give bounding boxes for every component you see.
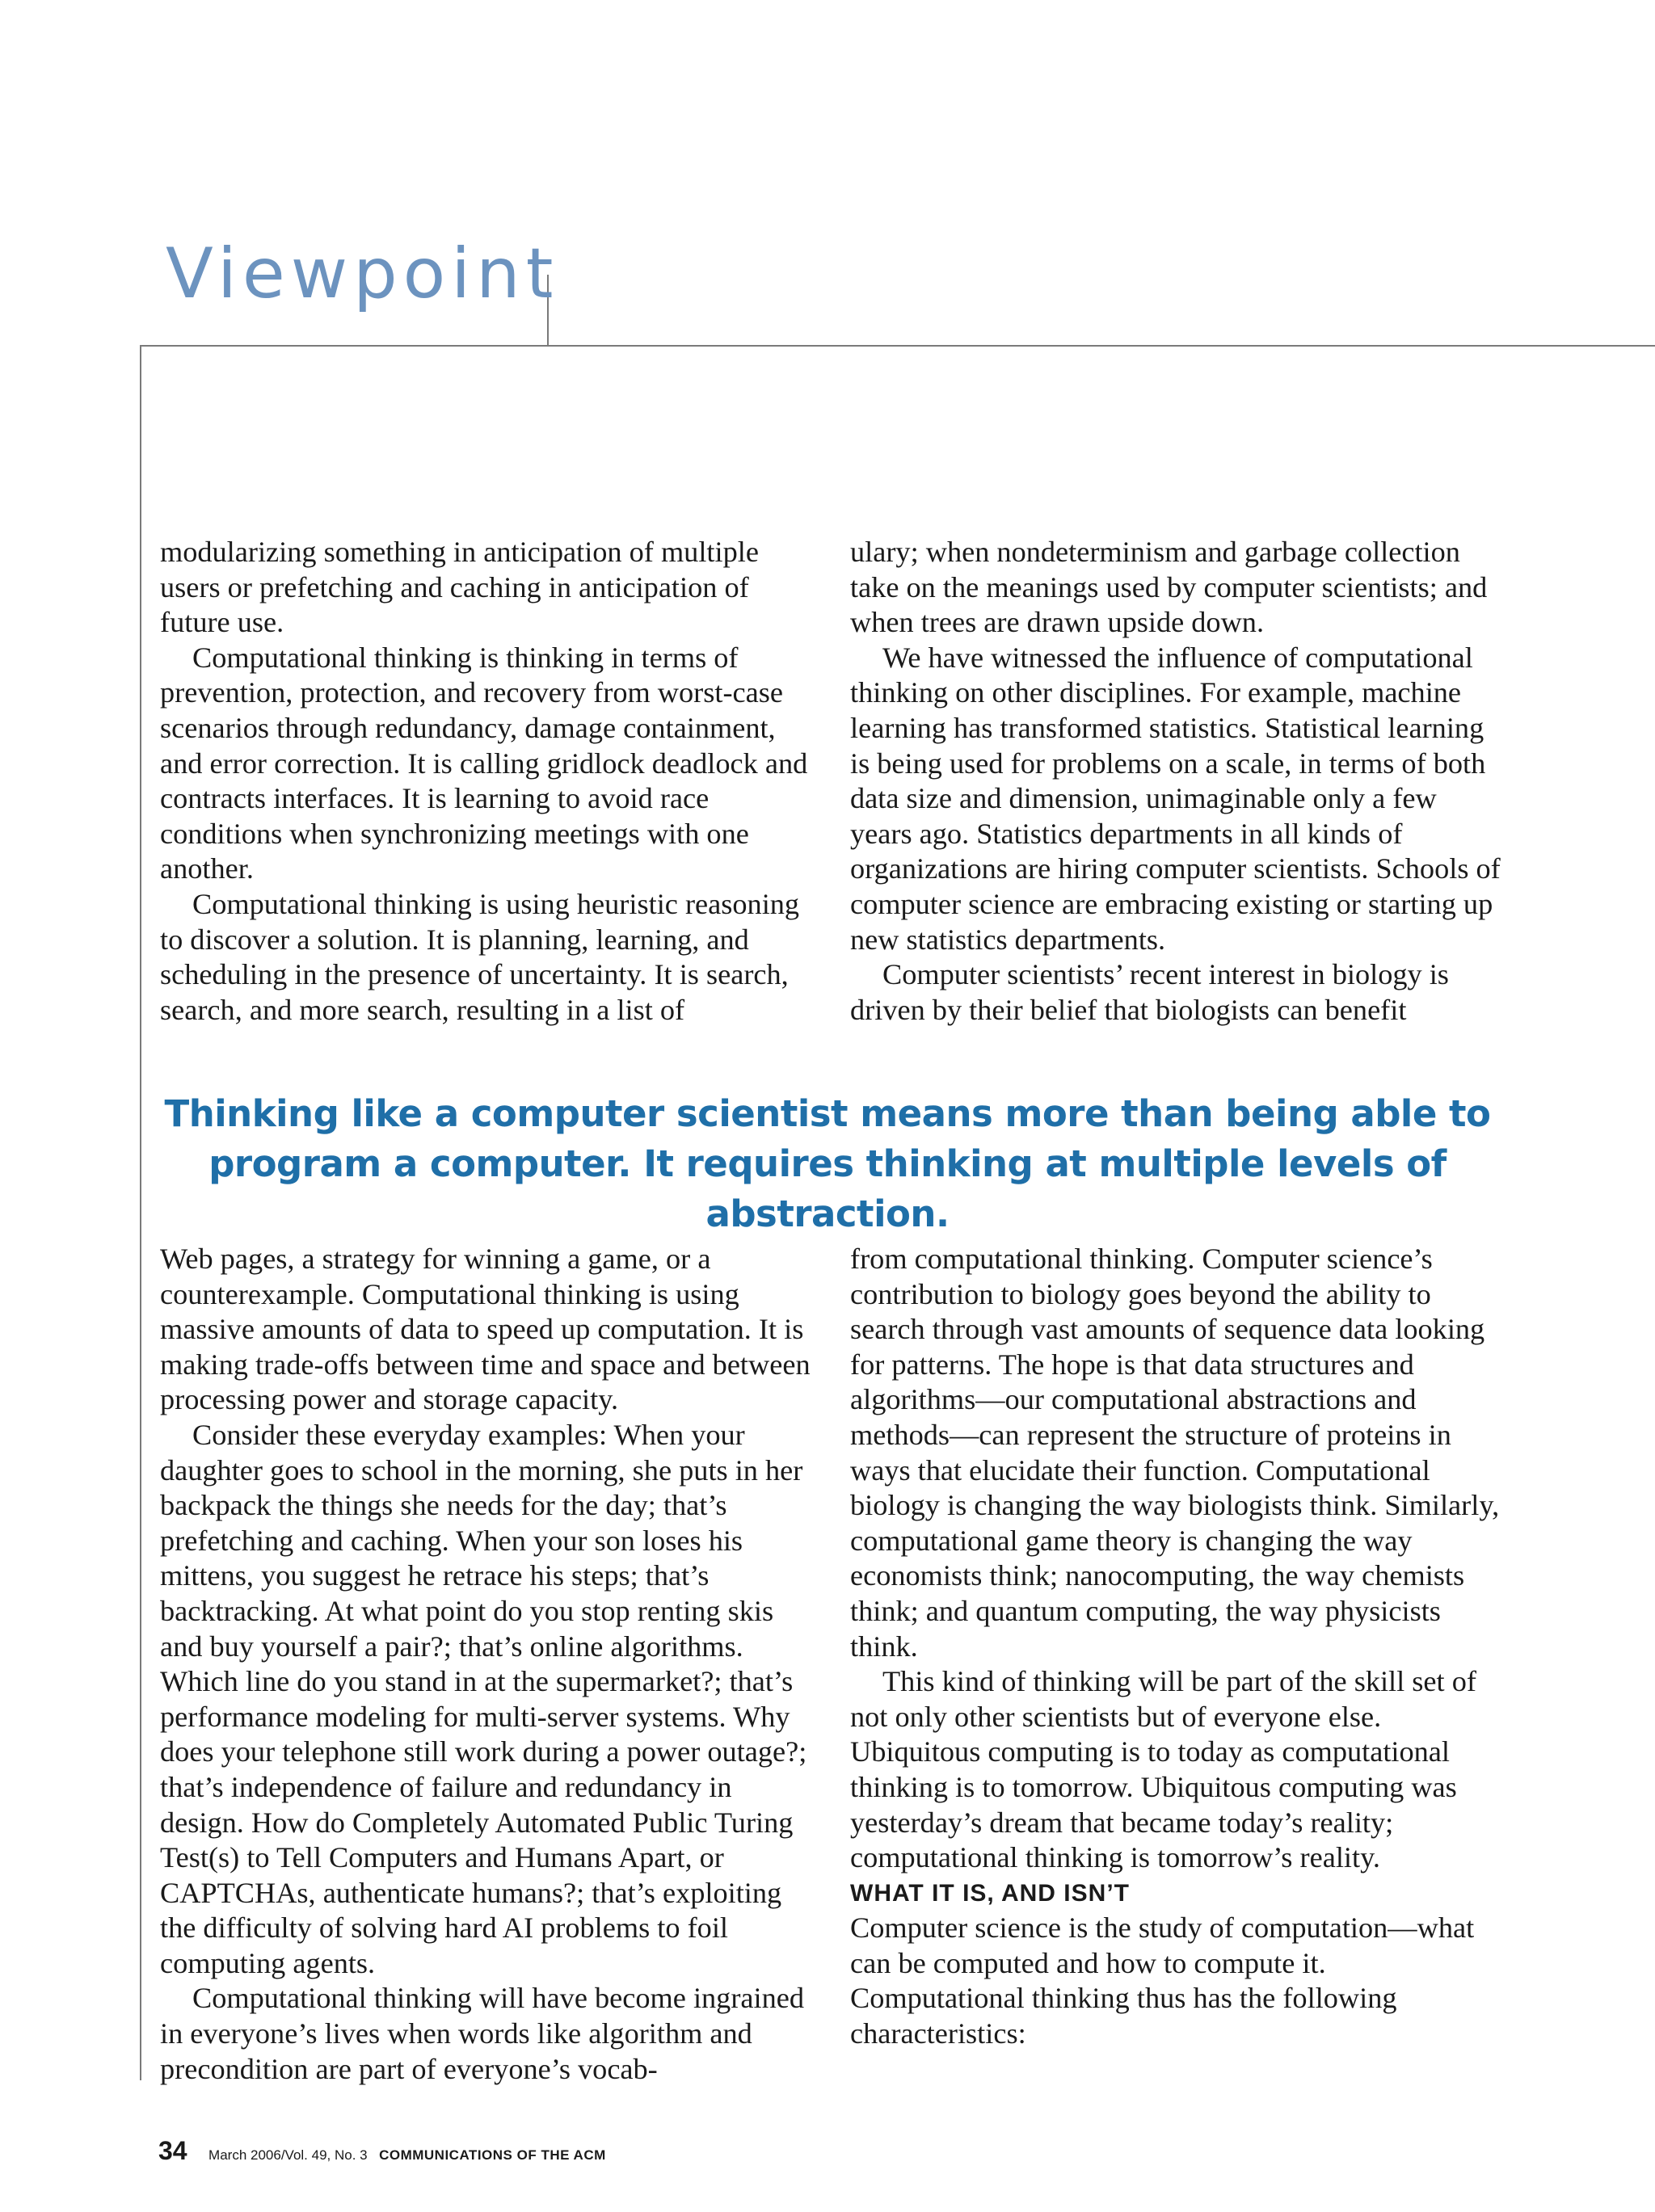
column-bottom-left (160, 1242, 811, 2087)
paragraph: Computational thinking is thinking in terms of prevention, protection, and recovery from worst-case scenarios through redundancy, damage containment, and error correction. It is calling gridlock deadlock and contracts interfaces. It is learning to avoid race conditions when synchronizing meetings with one another. (160, 641, 808, 885)
issue-info: March 2006/Vol. 49, No. 3 (208, 2147, 368, 2163)
column-top-left (160, 535, 811, 1028)
pull-quote-line: program a computer. It requires thinking at multiple levels of abstraction. (208, 1142, 1447, 1235)
paragraph: ulary; when nondeterminism and garbage collection take on the meanings used by computer scientists; and when trees are drawn upside down. (850, 536, 1488, 639)
paragraph: Computer science is the study of computation—what can be computed and how to compute it. Computational thinking thus has the following characteristics: (850, 1911, 1475, 2050)
paragraph: Web pages, a strategy for winning a game, or a counterexample. Computational thinking is using massive amounts of data to speed up computation. It is making trade-offs between time and space and between processing power and storage capacity. (160, 1243, 811, 1416)
pull-quote (121, 1089, 1534, 1239)
paragraph: Computer scientists’ recent interest in biology is driven by their belief that biologists can benefit (850, 958, 1449, 1026)
page-footer (158, 2136, 606, 2166)
paragraph: Computational thinking is using heuristic reasoning to discover a solution. It is planning, learning, and scheduling in the presence of uncertainty. It is search, search, and more search, resulting in a list of (160, 887, 800, 1026)
paragraph: Consider these everyday examples: When your daughter goes to school in the morning, she puts in her backpack the things she needs for the day; that’s prefetching and caching. When your son loses his mittens, you suggest he retrace his steps; that’s backtracking. At what point do you stop renting skis and buy yourself a pair?; that’s online algorithms. Which line do you stand in at the supermarket?; that’s performance modeling for multi-server systems. Why does your telephone still work during a power outage?; that’s independence of failure and redundancy in design. How do Completely Automated Public Turing Test(s) to Tell Computers and Humans Apart, or CAPTCHAs, authenticate humans?; that’s exploiting the difficulty of solving hard AI problems to foil computing agents. (160, 1418, 807, 1979)
page-number: 34 (158, 2136, 187, 2165)
column-bottom-right (850, 1242, 1501, 2052)
pull-quote-line: Thinking like a computer scientist means more than being able to (164, 1092, 1491, 1135)
paragraph: modularizing something in anticipation of multiple users or prefetching and caching in anticipation of future use. (160, 536, 759, 639)
magazine-name: COMMUNICATIONS OF THE ACM (379, 2147, 606, 2163)
header-rule (141, 345, 1655, 347)
paragraph: This kind of thinking will be part of the skill set of not only other scientists but of everyone else. Ubiquitous computing is to today as computational thinking is to tomorrow. Ubiquitous computing was yesterday’s dream that became today’s reality; computational thinking is tomorrow’s reality. (850, 1665, 1476, 1874)
section-subheading: WHAT IT IS, AND ISN’T (850, 1879, 1130, 1907)
section-title: Viewpoint (166, 233, 559, 314)
paragraph: from computational thinking. Computer science’s contribution to biology goes beyond the ability to search through vast amounts of sequence data looking for patterns. The hope is that data structures and algorithms—our computational abstractions and methods—can represent the structure of proteins in ways that elucidate their function. Computational biology is changing the way biologists think. Similarly, computational game theory is changing the way economists think; nanocomputing, the way chemists think; and quantum computing, the way physicists think. (850, 1243, 1500, 1663)
paragraph: We have witnessed the influence of computational thinking on other disciplines. For example, machine learning has transformed statistics. Statistical learning is being used for problems on a scale, in terms of both data size and dimension, unimaginable only a few years ago. Statistics departments in all kinds of organizations are hiring computer scientists. Schools of computer science are embracing existing or starting up new statistics departments. (850, 641, 1501, 956)
paragraph: Computational thinking will have become ingrained in everyone’s lives when words like algorithm and precondition are part of everyone’s vocab- (160, 1982, 805, 2085)
column-top-right (850, 535, 1501, 1028)
